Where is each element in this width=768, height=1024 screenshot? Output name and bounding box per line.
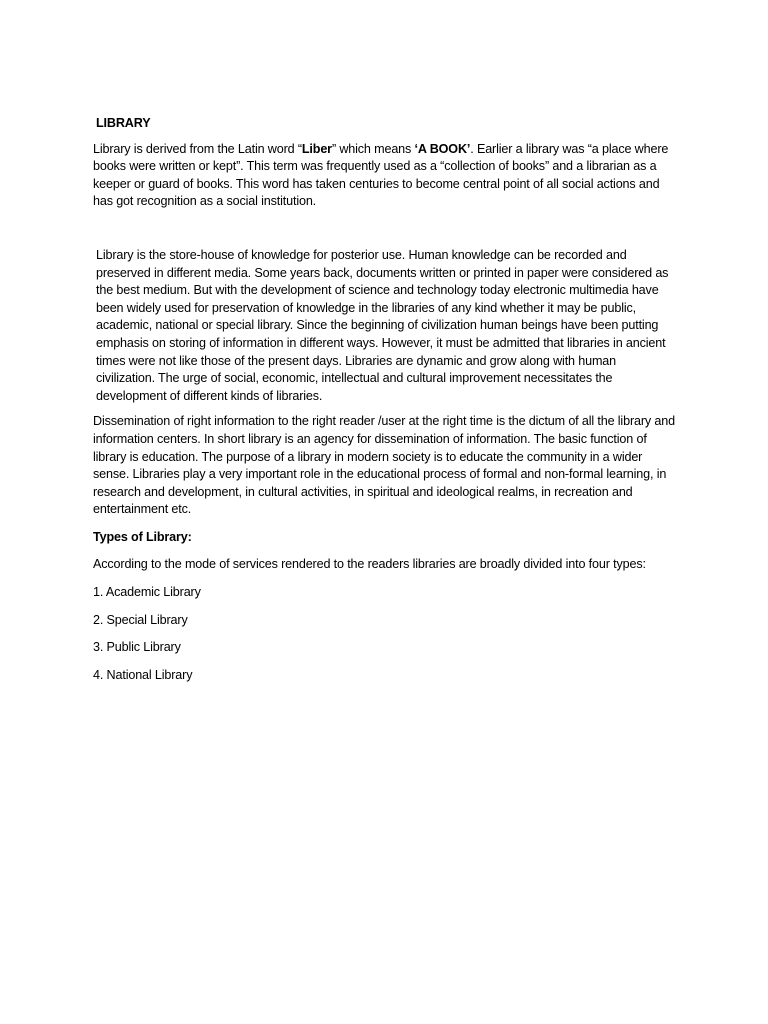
types-intro: According to the mode of services rendered to the readers libraries are broadly divided into four types: xyxy=(93,557,646,572)
paragraph-store-house: Library is the store-house of knowledge for posterior use. Human knowledge can be recorded and preserved in different media. Some years back, documents written or printed in paper were considered as the best medium. But with the development of science and technology today electronic multimedia have been widely used for preservation of knowledge in the libraries of any kind whether it may be public, academic, national or special library. Since the beginning of civilization human beings have been putting emphasis on storing of information in different ways. However, it must be admitted that libraries in ancient times were not like those of the present days. Libraries are dynamic and grow along with human civilization. The urge of social, economic, intellectual and cultural improvement necessitates the development of different kinds of libraries. xyxy=(96,247,669,403)
intro-a-book: ‘A BOOK’ xyxy=(414,141,471,156)
intro-text-part1: Library is derived from the Latin word “ xyxy=(93,141,302,156)
intro-paragraph xyxy=(93,141,677,211)
types-heading: Types of Library: xyxy=(93,529,192,544)
list-item-public: 3. Public Library xyxy=(93,640,181,655)
list-item-national: 4. National Library xyxy=(93,667,193,682)
intro-liber-word: Liber xyxy=(301,141,332,156)
list-item-special: 2. Special Library xyxy=(93,612,188,627)
list-item-academic: 1. Academic Library xyxy=(93,585,201,600)
paragraph-dissemination: Dissemination of right information to the right reader /user at the right time is the dictum of all the library and information centers. In short library is an agency for dissemination of information. The basic function of library is education. The purpose of a library in modern society is to educate the community in a wider sense. Libraries play a very important role in the educational process of formal and non-formal learning, in research and development, in cultural activities, in spiritual and ideological realms, in recreation and entertainment etc. xyxy=(93,414,675,517)
intro-text-part2: ” which means xyxy=(331,141,415,156)
document-title: LIBRARY xyxy=(96,116,151,130)
intro-text-part3: . Earlier a library was “a place where books were written or kept”. This term was frequently used as a “collection of books” and a librarian as a keeper or guard of books. This word has taken centuries to become central point of all social actions and has got recognition as a social institution. xyxy=(93,141,669,209)
document-page xyxy=(93,115,677,684)
